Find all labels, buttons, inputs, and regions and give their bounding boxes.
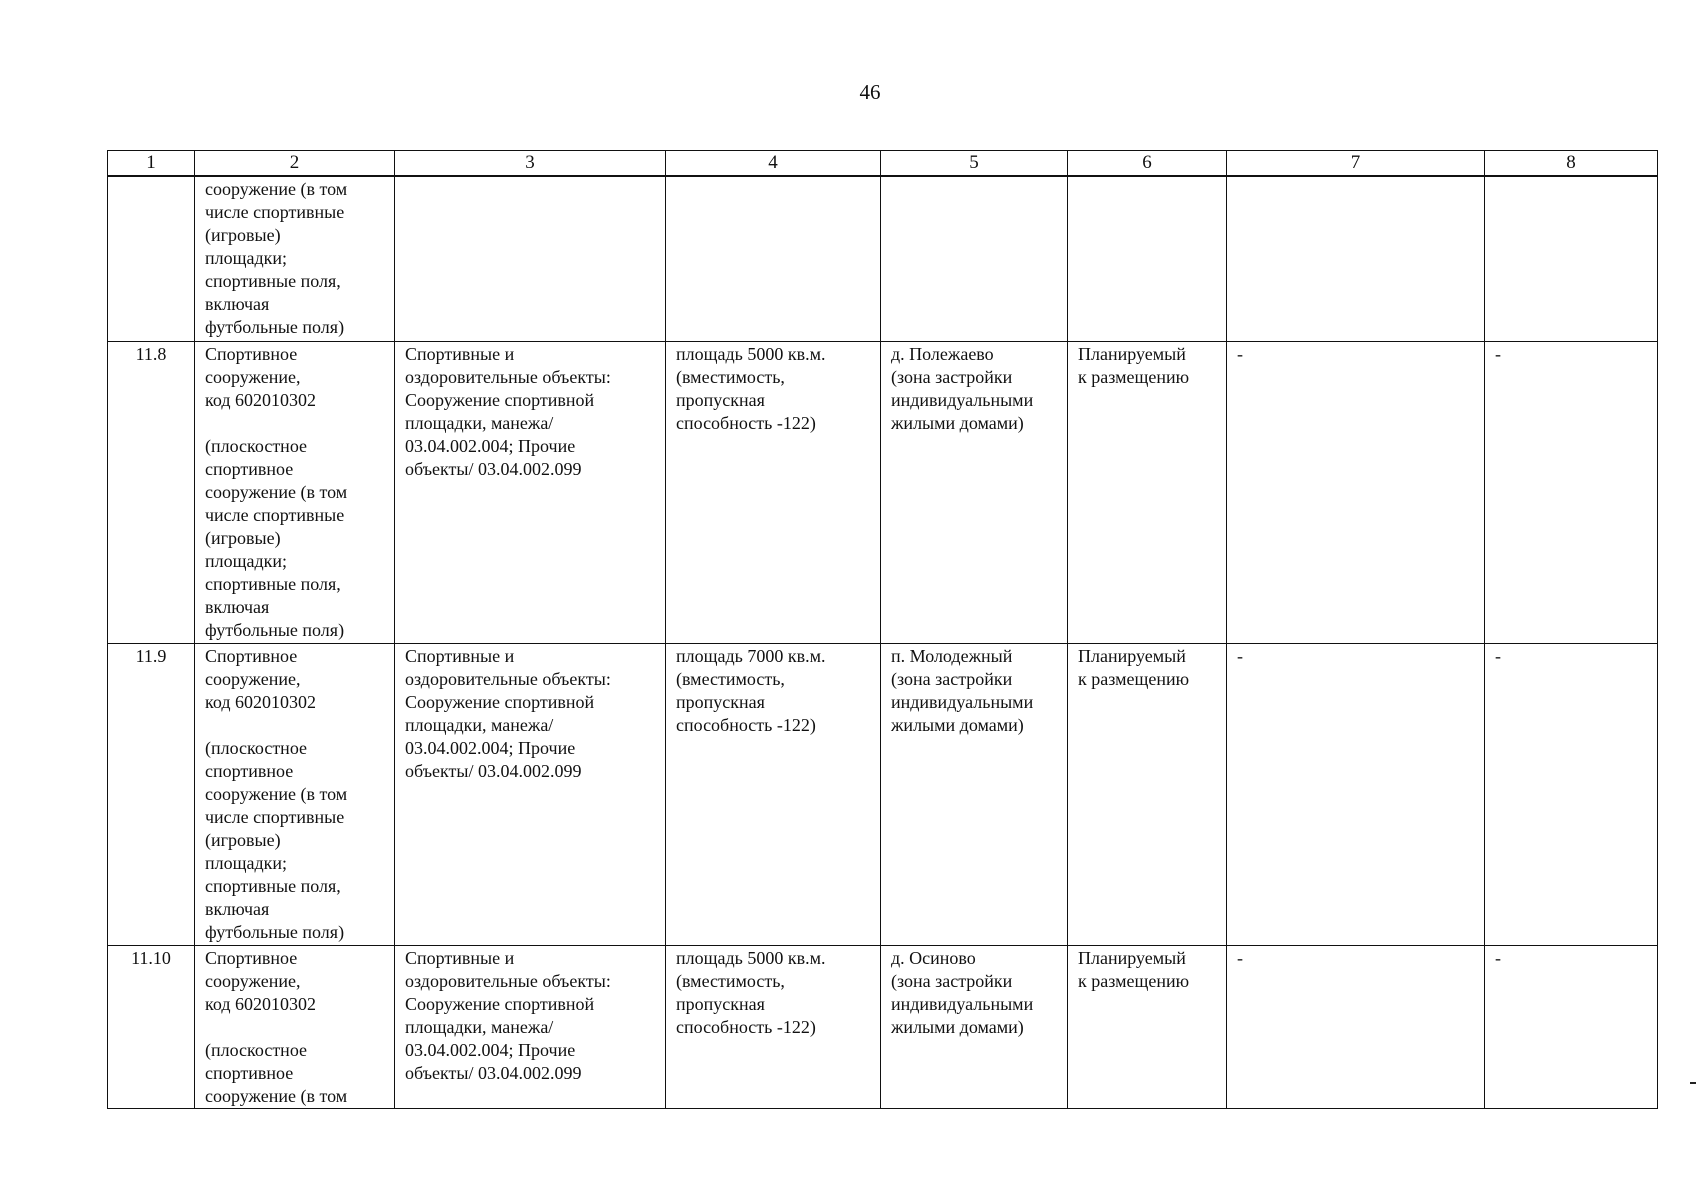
cell-line: индивидуальными (891, 691, 1034, 712)
cell-col6 (1068, 643, 1227, 945)
cell-col3 (395, 945, 666, 1108)
cell-line: Сооружение спортивной (405, 389, 595, 410)
cell-col3 (395, 176, 666, 341)
cell-line: к размещению (1078, 668, 1190, 689)
column-header: 6 (1068, 151, 1227, 177)
cell-line: (зона застройки (891, 668, 1013, 689)
column-header: 8 (1485, 151, 1658, 177)
cell-line (205, 714, 384, 737)
cell-col3 (395, 643, 666, 945)
cell-line: площадь 5000 кв.м. (676, 343, 826, 364)
cell-col4 (666, 643, 881, 945)
cell-line: Спортивные и (405, 645, 515, 666)
cell-line: пропускная (676, 691, 765, 712)
cell-col5 (881, 945, 1068, 1108)
cell-col6 (1068, 341, 1227, 643)
cell-line: 03.04.002.004; Прочие (405, 737, 576, 758)
cell-line: индивидуальными (891, 993, 1034, 1014)
cell-line: сооружение, (205, 668, 301, 689)
cell-line: сооружение, (205, 970, 301, 991)
cell-line: Спортивное (205, 947, 298, 968)
cell-col3 (395, 341, 666, 643)
cell-line: д. Осиново (891, 947, 976, 968)
cell-line: оздоровительные объекты: (405, 366, 611, 387)
row-number: 11.10 (108, 945, 195, 1108)
cell-line: пропускная (676, 389, 765, 410)
column-header: 2 (195, 151, 395, 177)
cell-line: объекты/ 03.04.002.099 (405, 458, 582, 479)
cell-line: способность -122) (676, 1016, 816, 1037)
cell-line: (плоскостное (205, 737, 308, 758)
cell-line: числе спортивные (205, 806, 345, 827)
cell-line: площадь 5000 кв.м. (676, 947, 826, 968)
cell-line: сооружение (в том (205, 179, 348, 199)
cell-line: (вместимость, (676, 366, 785, 387)
row-number (108, 176, 195, 341)
cell-line: код 602010302 (205, 389, 316, 410)
cell-line (205, 412, 384, 435)
cell-col4 (666, 341, 881, 643)
column-header: 3 (395, 151, 666, 177)
cell-line: объекты/ 03.04.002.099 (405, 760, 582, 781)
cell-line: включая (205, 294, 270, 314)
cell-line: оздоровительные объекты: (405, 970, 611, 991)
cell-line: 03.04.002.004; Прочие (405, 435, 576, 456)
cell-col2 (195, 176, 395, 341)
cell-col5 (881, 176, 1068, 341)
cell-line: (плоскостное (205, 1039, 308, 1060)
cell-line: числе спортивные (205, 504, 345, 525)
cell-line: Планируемый (1078, 343, 1186, 364)
cell-line: объекты/ 03.04.002.099 (405, 1062, 582, 1083)
cell-line: (плоскостное (205, 435, 308, 456)
cell-line: Планируемый (1078, 645, 1186, 666)
cell-line: спортивные поля, (205, 271, 341, 291)
cell-line: (игровые) (205, 527, 281, 548)
cell-col2 (195, 945, 395, 1108)
cell-line: футбольные поля) (205, 317, 345, 337)
cell-line: 03.04.002.004; Прочие (405, 1039, 576, 1060)
cell-line: включая (205, 596, 270, 617)
cell-col4 (666, 176, 881, 341)
column-header: 1 (108, 151, 195, 177)
cell-col4 (666, 945, 881, 1108)
cell-line: (вместимость, (676, 668, 785, 689)
cell-line: спортивные поля, (205, 875, 341, 896)
cell-line: Планируемый (1078, 947, 1186, 968)
cell-line: жилыми домами) (891, 412, 1024, 433)
row-number: 11.9 (108, 643, 195, 945)
cell-col2 (195, 643, 395, 945)
cell-line: площадки, манежа/ (405, 714, 554, 735)
cell-line: сооружение, (205, 366, 301, 387)
cell-line: спортивное (205, 458, 294, 479)
cell-line: (зона застройки (891, 970, 1013, 991)
cell-line: площадки; (205, 550, 288, 571)
column-header: 7 (1227, 151, 1485, 177)
cell-col7 (1227, 176, 1485, 341)
page-number: 46 (859, 80, 881, 104)
table-row (108, 643, 1658, 945)
objects-table (107, 150, 1658, 1109)
cell-line: Спортивные и (405, 947, 515, 968)
cell-line: Сооружение спортивной (405, 691, 595, 712)
cell-line: площадки; (205, 852, 288, 873)
cell-line: к размещению (1078, 366, 1190, 387)
cell-line: Сооружение спортивной (405, 993, 595, 1014)
cell-line: сооружение (в том (205, 481, 348, 502)
header-row (108, 151, 1658, 177)
cell-col7: - (1227, 643, 1485, 945)
cell-col5 (881, 643, 1068, 945)
cell-line: пропускная (676, 993, 765, 1014)
cell-col8 (1485, 176, 1658, 341)
cell-line: площадки; (205, 248, 288, 268)
cell-col7: - (1227, 341, 1485, 643)
cell-line: сооружение (в том (205, 1085, 348, 1106)
cell-line: индивидуальными (891, 389, 1034, 410)
cell-col6 (1068, 945, 1227, 1108)
cell-line: Спортивные и (405, 343, 515, 364)
cell-col8: - (1485, 643, 1658, 945)
cell-col7: - (1227, 945, 1485, 1108)
cell-line: способность -122) (676, 412, 816, 433)
cell-line (205, 1016, 384, 1039)
row-number: 11.8 (108, 341, 195, 643)
cell-line: жилыми домами) (891, 714, 1024, 735)
cell-line: сооружение (в том (205, 783, 348, 804)
cell-col8: - (1485, 945, 1658, 1108)
cell-col8: - (1485, 341, 1658, 643)
scan-mark (1690, 1082, 1696, 1084)
cell-line: спортивные поля, (205, 573, 341, 594)
cell-line: код 602010302 (205, 691, 316, 712)
cell-line: способность -122) (676, 714, 816, 735)
cell-line: спортивное (205, 760, 294, 781)
cell-line: (зона застройки (891, 366, 1013, 387)
cell-col6 (1068, 176, 1227, 341)
cell-col2 (195, 341, 395, 643)
cell-line: Спортивное (205, 343, 298, 364)
cell-line: п. Молодежный (891, 645, 1013, 666)
table-row (108, 945, 1658, 1108)
cell-line: футбольные поля) (205, 921, 345, 942)
cell-line: код 602010302 (205, 993, 316, 1014)
column-header: 5 (881, 151, 1068, 177)
cell-line: включая (205, 898, 270, 919)
cell-line: площадки, манежа/ (405, 1016, 554, 1037)
cell-line: площадки, манежа/ (405, 412, 554, 433)
cell-line: числе спортивные (205, 202, 345, 222)
column-header: 4 (666, 151, 881, 177)
cell-line: (вместимость, (676, 970, 785, 991)
cell-line: Спортивное (205, 645, 298, 666)
cell-line: футбольные поля) (205, 619, 345, 640)
cell-col5 (881, 341, 1068, 643)
table-row (108, 176, 1658, 341)
cell-line: к размещению (1078, 970, 1190, 991)
cell-line: жилыми домами) (891, 1016, 1024, 1037)
cell-line: (игровые) (205, 829, 281, 850)
cell-line: д. Полежаево (891, 343, 994, 364)
table-row (108, 341, 1658, 643)
cell-line: спортивное (205, 1062, 294, 1083)
cell-line: (игровые) (205, 225, 281, 245)
cell-line: оздоровительные объекты: (405, 668, 611, 689)
cell-line: площадь 7000 кв.м. (676, 645, 826, 666)
